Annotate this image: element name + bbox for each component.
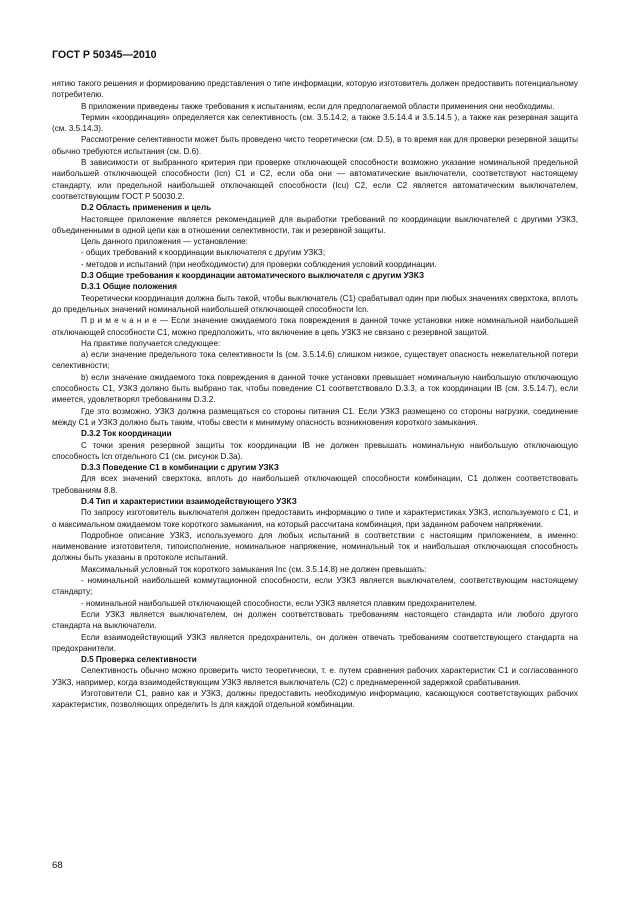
- page-number: 68: [52, 860, 63, 871]
- section-heading: D.3.2 Ток координации: [81, 429, 172, 439]
- paragraph: Цель данного приложения — установление:: [81, 237, 248, 247]
- paragraph: - методов и испытаний (при необходимости) для проверки соблюдения условий координации.: [81, 259, 437, 269]
- paragraph: - номинальной наибольшей отключающей способности, если УЗКЗ является плавким предохранителем.: [81, 598, 478, 608]
- paragraph: Если взаимодействующий УЗКЗ является предохранитель, он должен отвечать требованиям соответствующего стандарта на предохранители.: [52, 632, 578, 653]
- section-heading: D.3.3 Поведение C1 в комбинации с другим УЗКЗ: [81, 463, 279, 473]
- section-heading: D.3 Общие требования к координации автоматического выключателя с другим УЗКЗ: [81, 271, 425, 281]
- paragraph: - общих требований к координации выключателя с другим УЗКЗ;: [81, 248, 326, 258]
- paragraph: Где это возможно, УЗКЗ должна размещаться со стороны питания C1. Если УЗКЗ размещено со стороны нагрузки, соединение между C1 и УЗКЗ должно быть таким, чтобы свести к минимуму опасность возникновения короткого замыкания.: [52, 406, 578, 427]
- paragraph: a) если значение предельного тока селективности Is (см. 3.5.14.6) слишком низкое, существует опасность нежелательной потери селективности;: [52, 350, 578, 371]
- paragraph: Изготовители C1, равно как и УЗКЗ, должны предоставить необходимую информацию, касающуюся соответствующих рабочих характеристик, позволяющих определить Is для каждой отдельной комбинации.: [52, 689, 578, 710]
- paragraph: Термин «координация» определяется как селективность (см. 3.5.14.2, а также 3.5.14.4 и 3.5.14.5 ), а также как резервная защита (см. 3.5.14.3).: [52, 112, 578, 134]
- paragraph: b) если значение ожидаемого тока повреждения в данной точке установки превышает номинальную наибольшую отключающую способность C1, УЗКЗ должно быть выбрано так, чтобы поведение C1 соответствовало D.3.3, а ток координации IB (см. 3.5.14.7), если имеется, удовлетворял требованиям D.3.2.: [52, 372, 578, 405]
- paragraph: На практике получается следующее:: [81, 338, 221, 348]
- paragraph: Для всех значений сверхтока, вплоть до наибольшей отключающей способности комбинации, C1 должен соответствовать требованиям 8.8.: [52, 474, 578, 495]
- paragraph: Максимальный условный ток короткого замыкания Inc (см. 3.5.14.8) не должен превышать:: [81, 564, 427, 574]
- document-body: [52, 78, 578, 711]
- section-heading: D.4 Тип и характеристики взаимодействующего УЗКЗ: [81, 496, 297, 506]
- paragraph: Настоящее приложение является рекомендацией для выработки требований по координации выключателей с другими УЗКЗ, объединенными в одной цепи как в отношении селективности, так и резервной защиты.: [52, 214, 578, 235]
- paragraph: В зависимости от выбранного критерия при проверке отключающей способности возможно указание номинальной предельной наибольшей отключающей способности (Icn) C1 и C2, если оба они — автоматические выключатели, соответствуют настоящему стандарту, или предельной наибольшей отключающей способности (Icu) C2, если C2 является автоматическим выключателем, соответствующим ГОСТ Р 50030.2.: [52, 158, 578, 201]
- paragraph: Если УЗКЗ является выключателем, он должен соответствовать требованиям настоящего стандарта или любого другого стандарта на выключатели.: [52, 609, 578, 631]
- section-heading: D.3.1 Общие положения: [81, 282, 178, 292]
- section-heading: D.2 Область применения и цель: [81, 203, 212, 213]
- document-header: ГОСТ Р 50345—2010: [52, 49, 157, 61]
- paragraph: - номинальной наибольшей коммутационной способности, если УЗКЗ является выключателем, соответствующим настоящему стандарту;: [52, 576, 578, 597]
- paragraph: С точки зрения резервной защиты ток координации IB не должен превышать номинальную наибольшую отключающую способность Icn отдельного C1 (см. рисунок D.3a).: [52, 440, 578, 461]
- paragraph: П р и м е ч а н и е — Если значение ожидаемого тока повреждения в данной точке установки ниже номинальной наибольшей отключающей способности C1, можно предположить, что включение в цепь УЗКЗ не связано с резервной защитой.: [52, 316, 578, 337]
- section-heading: D.5 Проверка селективности: [81, 655, 197, 665]
- paragraph: В приложении приведены также требования к испытаниям, если для предполагаемой области применения они необходимы.: [81, 101, 555, 111]
- paragraph: Теоретически координация должна быть такой, чтобы выключатель (C1) срабатывал один при любых значениях сверхтока, вплоть до предельных значений номинальной наибольшей отключающей способности Icn.: [52, 293, 578, 314]
- paragraph: нятию такого решения и формированию представления о типе информации, которую изготовитель должен предоставить потенциальному потребителю.: [52, 79, 578, 100]
- paragraph: Рассмотрение селективности может быть проведено чисто теоретически (см. D.5), в то время как для проверки резервной защиты обычно требуются испытания (см. D.6).: [52, 135, 578, 156]
- paragraph: По запросу изготовитель выключателя должен предоставить информацию о типе и характеристиках УЗКЗ, используемого с C1, и о максимальном ожидаемом токе короткого замыкания, на который рассчитана комбинация, при заданном рабочем напряжении.: [52, 508, 578, 529]
- paragraph: Подробное описание УЗКЗ, используемого для любых испытаний в соответствии с настоящим приложением, а именно: наименование изготовителя, типоисполнение, номинальное напряжение, номинальный ток и наибольшая отключающая способность должны быть указаны в протоколе испытаний.: [52, 530, 578, 563]
- paragraph: Селективность обычно можно проверить чисто теоретически, т. е. путем сравнения рабочих характеристик C1 и согласованного УЗКЗ, например, когда взаимодействующим УЗКЗ является выключатель (C2) с преднамеренной задержкой срабатывания.: [52, 666, 578, 687]
